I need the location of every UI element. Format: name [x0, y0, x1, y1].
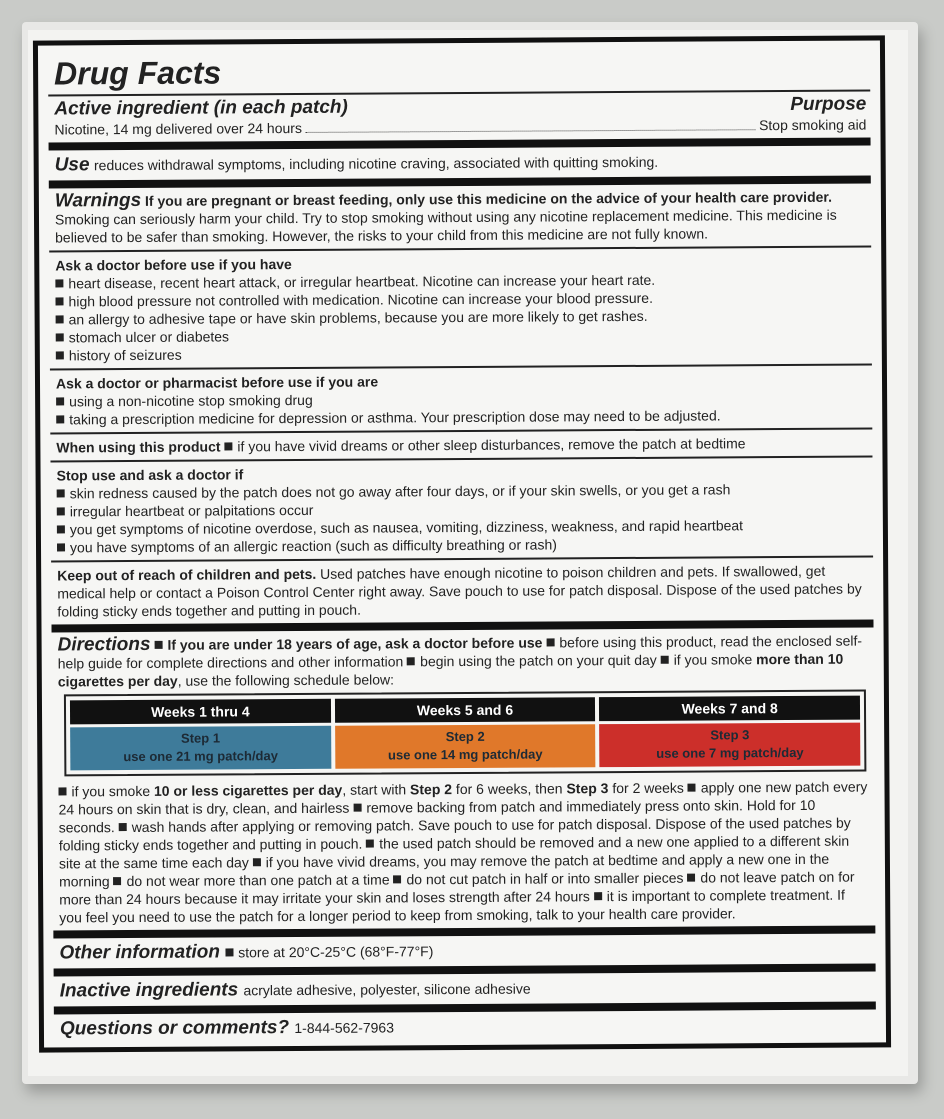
when-using-heading: When using this product: [56, 438, 221, 456]
list-item: irregular heartbeat or palpitations occur: [57, 498, 869, 521]
list-item: stomach ulcer or diabetes: [56, 324, 868, 347]
list-item: high blood pressure not controlled with medication. Nicotine can increase your blood pressure.: [55, 288, 867, 311]
inactive-text: acrylate adhesive, polyester, silicone adhesive: [243, 980, 531, 999]
ask-doctor-heading: Ask a doctor before use if you have: [55, 256, 292, 274]
warnings-heading: Warnings: [54, 189, 142, 212]
directions-heading: Directions: [57, 633, 151, 656]
ask-pharmacist-section: [50, 365, 872, 434]
keep-out-text: Used patches have enough nicotine to poison children and pets. If swallowed, get medical help or contact a Poison Control Center right away. Save pouch to use for patch disposal. Dispose of the used patches by folding sticky ends together and putting in pouch.: [57, 562, 862, 620]
schedule-weeks: Weeks 5 and 6: [335, 697, 596, 723]
ask-pharmacist-heading: Ask a doctor or pharmacist before use if you are: [55, 373, 379, 392]
purpose-text: Stop smoking aid: [758, 116, 867, 134]
list-item: an allergy to adhesive tape or have skin problems, because you are more likely to get rashes.: [56, 306, 868, 329]
warnings-text: Smoking can seriously harm your child. Try to stop smoking without using any nicotine replacement medicine. This medicine is believed to be safer than smoking. However, the risks to your child from this medicine are not fully known.: [54, 206, 837, 246]
list-item: you have symptoms of an allergic reaction (such as difficulty breathing or rash): [57, 534, 869, 557]
drug-facts-panel: [33, 35, 891, 1052]
list-item: using a non-nicotine stop smoking drug: [56, 388, 868, 411]
list-item: skin redness caused by the patch does not go away after four days, or if your skin swells, or you get a rash: [57, 480, 869, 503]
directions-section: Directions If you are under 18 years of age, ask a doctor before use before using this product, read the enclosed self-help guide for complete directions and other information begin using the patch on your quit day if you smoke more than 10 cigarettes per day, use the following schedule below: Weeks 1 thru 4 Step 1 use one 21 mg patch/day Weeks 5 and 6 Step 2 use one 14 mg patch/day Weeks 7 and 8 Step 3 use one 7 mg patch/day if you smoke 10 or less cigarettes per day, start with Step 2 for 6 weeks, then Step 3 for 2 weeks apply one new patch every 24 hours on skin that is dry, clean, and hairless remove backing from patch and immediately press onto skin. Hold for 10 seconds. wash hands after applying or removing patch. Save pouch to use for patch disposal. Dispose of the used patches by folding sticky ends together and putting in pouch. the used patch should be removed and a new one applied to a different skin site at the same time each day if you have vivid dreams, you may remove the patch at bedtime and apply a new one in the morning do not wear more than one patch at a time do not cut patch in half or into smaller pieces do not leave patch on for more than 24 hours because it may irritate your skin and loses strength after 24 hours it is important to complete treatment. If you feel you need to use the patch for a longer period to keep from smoking, talk to your health care provider.: [52, 627, 876, 938]
active-ingredient-section: [48, 91, 870, 150]
stop-use-section: [50, 457, 873, 562]
keep-out-heading: Keep out of reach of children and pets.: [57, 565, 317, 584]
other-info-heading: Other information: [59, 941, 221, 964]
schedule-weeks: Weeks 1 thru 4: [70, 699, 331, 725]
list-item: you get symptoms of nicotine overdose, such as nausea, vomiting, dizziness, weakness, and rapid heartbeat: [57, 516, 869, 539]
questions-heading: Questions or comments?: [59, 1017, 290, 1040]
schedule-column: [70, 699, 331, 771]
inactive-section: [54, 971, 876, 1014]
schedule-column: [599, 696, 860, 768]
leader-dots: [306, 129, 755, 133]
inactive-heading: Inactive ingredients: [59, 979, 239, 1002]
list-item: history of seizures: [56, 342, 868, 365]
when-using-text: if you have vivid dreams or other sleep disturbances, remove the patch at bedtime: [237, 435, 746, 455]
active-ingredient-heading: Active ingredient (in each patch): [54, 96, 348, 120]
purpose-heading: Purpose: [790, 93, 867, 115]
stop-use-heading: Stop use and ask a doctor if: [56, 466, 244, 484]
keep-out-section: [51, 557, 873, 632]
warnings-section: [49, 183, 871, 252]
schedule-step: Step 3 use one 7 mg patch/day: [599, 723, 860, 768]
ask-doctor-section: [49, 247, 872, 370]
other-info-section: Other information store at 20°C-25°C (68°F-77°F): [53, 933, 875, 976]
schedule-step: Step 1 use one 21 mg patch/day: [70, 726, 331, 771]
directions-text: if you smoke 10 or less cigarettes per day, start with Step 2 for 6 weeks, then Step 3 for 2 weeks apply one new patch every 24 hours on skin that is dry, clean, and hairless remove backing from patch and immediately press onto skin. Hold for 10 seconds. wash hands after applying or removing patch. Save pouch to use for patch disposal. Dispose of the used patches by folding sticky ends together and putting in pouch. the used patch should be removed and a new one applied to a different skin site at the same time each day if you have vivid dreams, you may remove the patch at bedtime and apply a new one in the morning do not wear more than one patch at a time do not cut patch in half or into smaller pieces do not leave patch on for more than 24 hours because it may irritate your skin and loses strength after 24 hours it is important to complete treatment. If you feel you need to use the patch for a longer period to keep from smoking, talk to your health care provider.: [58, 778, 868, 926]
drug-facts-title: Drug Facts: [48, 40, 870, 96]
schedule-column: [335, 697, 596, 769]
list-item: taking a prescription medicine for depression or asthma. Your prescription dose may need to be adjusted.: [56, 406, 868, 429]
questions-section: [54, 1009, 876, 1044]
use-heading: Use: [54, 154, 90, 176]
use-section: [49, 145, 871, 188]
use-text: reduces withdrawal symptoms, including nicotine craving, associated with quitting smoking.: [93, 153, 659, 174]
phone-number: 1-844-562-7963: [294, 1019, 395, 1037]
schedule-step: Step 2 use one 14 mg patch/day: [335, 724, 596, 769]
active-ingredient-text: Nicotine, 14 mg delivered over 24 hours: [54, 119, 302, 138]
schedule-weeks: Weeks 7 and 8: [599, 696, 860, 722]
warnings-lead: If you are pregnant or breast feeding, only use this medicine on the advice of your health care provider.: [144, 188, 832, 209]
dosing-schedule: [64, 690, 866, 777]
list-item: heart disease, recent heart attack, or irregular heartbeat. Nicotine can increase your heart rate.: [55, 270, 867, 293]
